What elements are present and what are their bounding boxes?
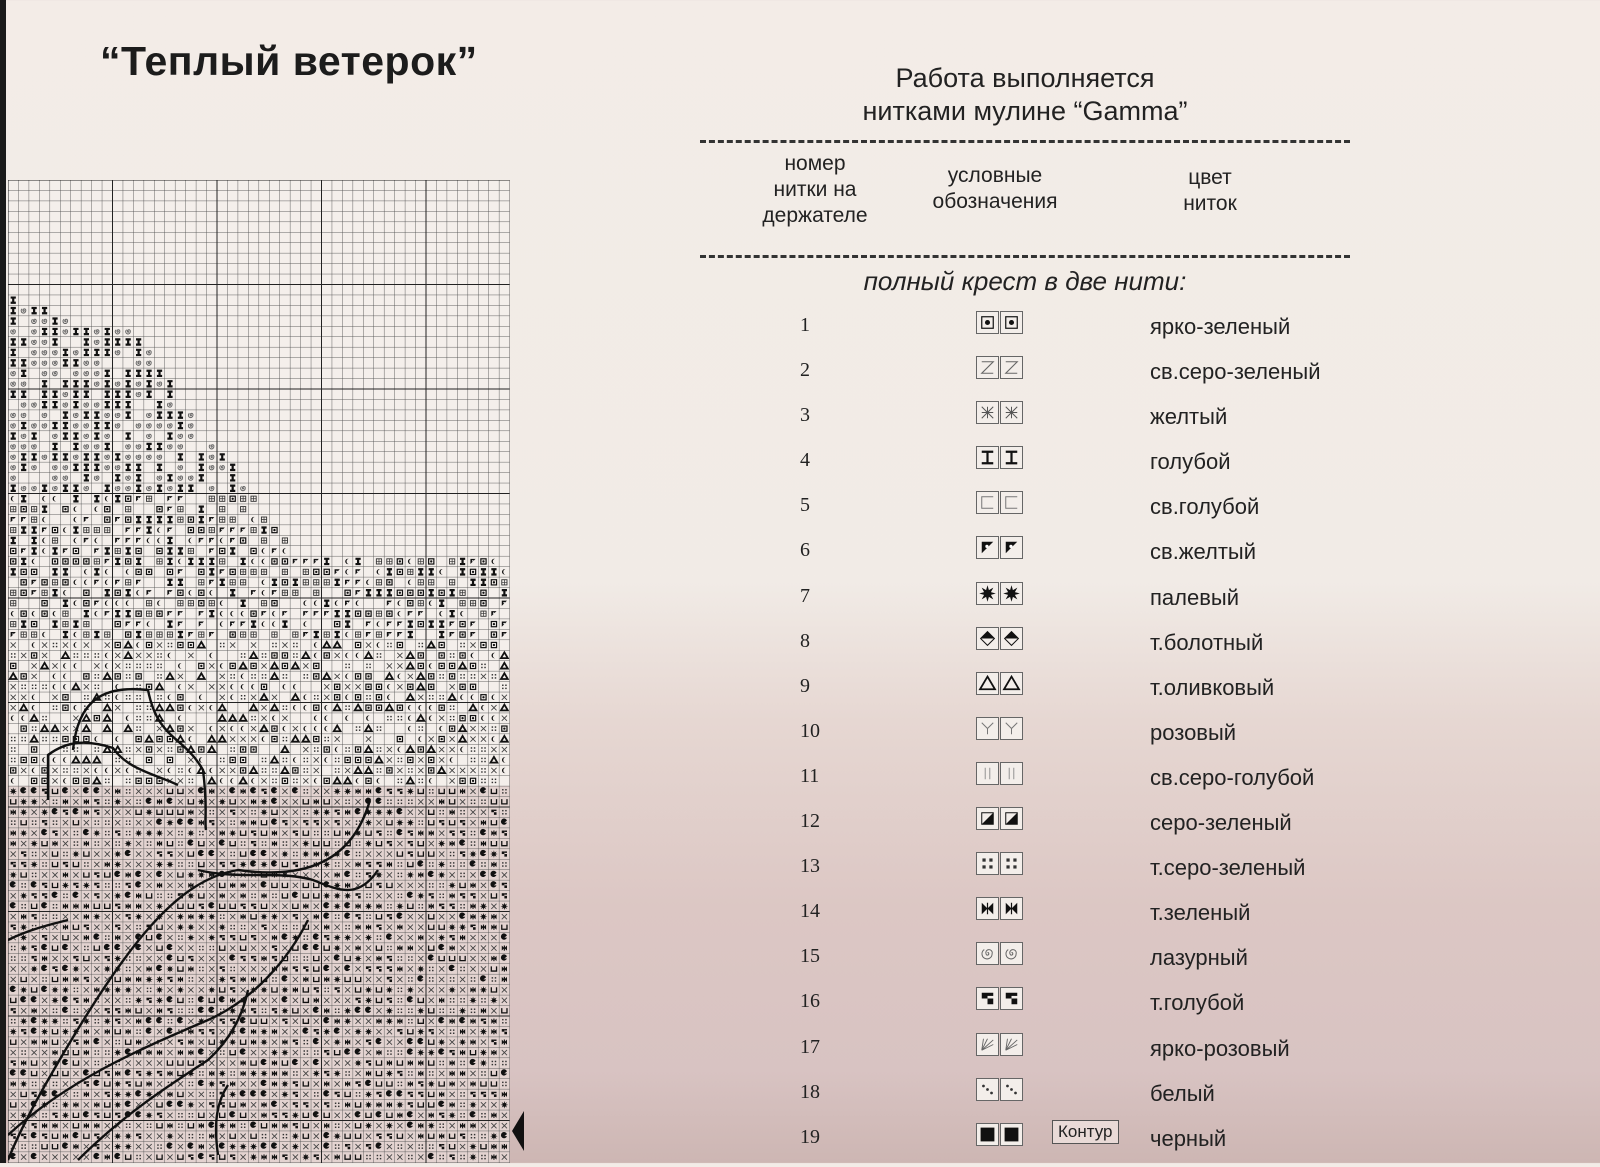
thread-number: 10 [800,719,820,742]
thread-number: 11 [800,764,820,787]
thread-number: 17 [800,1035,820,1058]
thread-color-name: т.зеленый [1150,900,1251,926]
diamond-icon [976,626,1026,650]
outline-tag: Контур [1052,1120,1119,1144]
scattered-dots-icon [976,1077,1026,1101]
thread-color-name: св.желтый [1150,539,1257,565]
key-header [700,62,1350,297]
chart-grid [8,180,512,1163]
half-filled-square-icon [976,806,1026,830]
z-letter-icon [976,355,1026,379]
thread-number: 12 [800,810,820,833]
thread-color-name: т.голубой [1150,990,1245,1016]
thread-color-name: ярко-зеленый [1150,314,1291,339]
dot-in-square-icon [976,310,1026,334]
asterisk-icon [976,400,1026,424]
thread-color-name: лазурный [1150,945,1248,971]
thread-color-name: серо-зеленый [1150,810,1292,836]
legend-row [700,896,1400,941]
thread-number: 16 [800,990,820,1013]
legend-row [700,310,1400,355]
thread-color-name: палевый [1150,584,1240,610]
bowtie-icon [976,896,1026,920]
four-dots-icon [976,851,1026,875]
legend-row [700,1077,1400,1122]
dashed-divider [700,255,1350,258]
thread-number: 15 [800,945,820,968]
thread-number: 9 [800,674,810,697]
star-icon [976,581,1026,605]
i-beam-icon [976,445,1026,469]
column-header-color: цвет ниток [1183,166,1237,215]
page-edge [0,0,6,1163]
triangle-icon [976,671,1026,695]
thread-number: 5 [800,494,810,517]
thread-number: 14 [800,900,820,923]
thread-number: 4 [800,449,810,472]
thread-color-name: белый [1150,1080,1215,1106]
thread-color-name: розовый [1150,719,1237,745]
legend-row [700,626,1400,671]
legend-row [700,716,1400,761]
thread-color-name: св.голубой [1150,494,1260,520]
thread-color-name: т.оливковый [1150,674,1275,700]
y-letter-icon [976,716,1026,740]
thread-color-name: св.серо-голубой [1150,764,1315,790]
flag-icon [976,535,1026,559]
legend-row [700,1032,1400,1077]
column-header-symbol: условные обозначения [932,164,1058,213]
thread-color-name: желтый [1150,404,1228,430]
thread-number: 1 [800,314,810,336]
legend-row [700,490,1400,535]
legend-row [700,581,1400,626]
thread-color-name: т.болотный [1150,629,1264,655]
thread-number: 6 [800,539,810,562]
thread-number: 18 [800,1080,820,1103]
heading-line-2: нитками мулине “Gamma” [862,96,1188,126]
stitch-type-subtitle: полный крест в две нити: [863,266,1187,296]
legend-row [700,671,1400,716]
thread-color-name: ярко-розовый [1150,1035,1290,1061]
thread-number: 19 [800,1125,820,1148]
column-header-number: номер нитки на держателе [762,152,868,227]
legend-row [700,806,1400,851]
legend-row [700,761,1400,806]
cross-stitch-chart [8,180,512,1163]
fan-icon [976,1032,1026,1056]
c-letter-icon [976,490,1026,514]
checker-icon [976,986,1026,1010]
thread-number: 3 [800,404,810,427]
vertical-lines-icon [976,761,1026,785]
heading-line-1: Работа выполняется [895,63,1155,93]
color-legend [700,310,1400,1167]
thread-color-name: св.серо-зеленый [1150,359,1321,385]
thread-color-name: черный [1150,1125,1227,1151]
legend-row [700,535,1400,580]
thread-color-name: голубой [1150,449,1231,475]
column-headers [700,143,1350,255]
filled-square-icon [976,1122,1026,1146]
legend-row [700,445,1400,490]
pattern-title: “Теплый ветерок” [100,38,478,84]
legend-row [700,851,1400,896]
legend-row [700,355,1400,400]
thread-number: 7 [800,584,810,607]
thread-number: 2 [800,359,810,382]
thread-number: 13 [800,855,820,878]
thread-color-name: т.серо-зеленый [1150,855,1306,881]
center-arrow-icon [512,1111,524,1151]
legend-row [700,941,1400,986]
legend-row [700,986,1400,1031]
spiral-icon [976,941,1026,965]
legend-row [700,400,1400,445]
legend-row [700,1122,1400,1167]
thread-number: 8 [800,629,810,652]
